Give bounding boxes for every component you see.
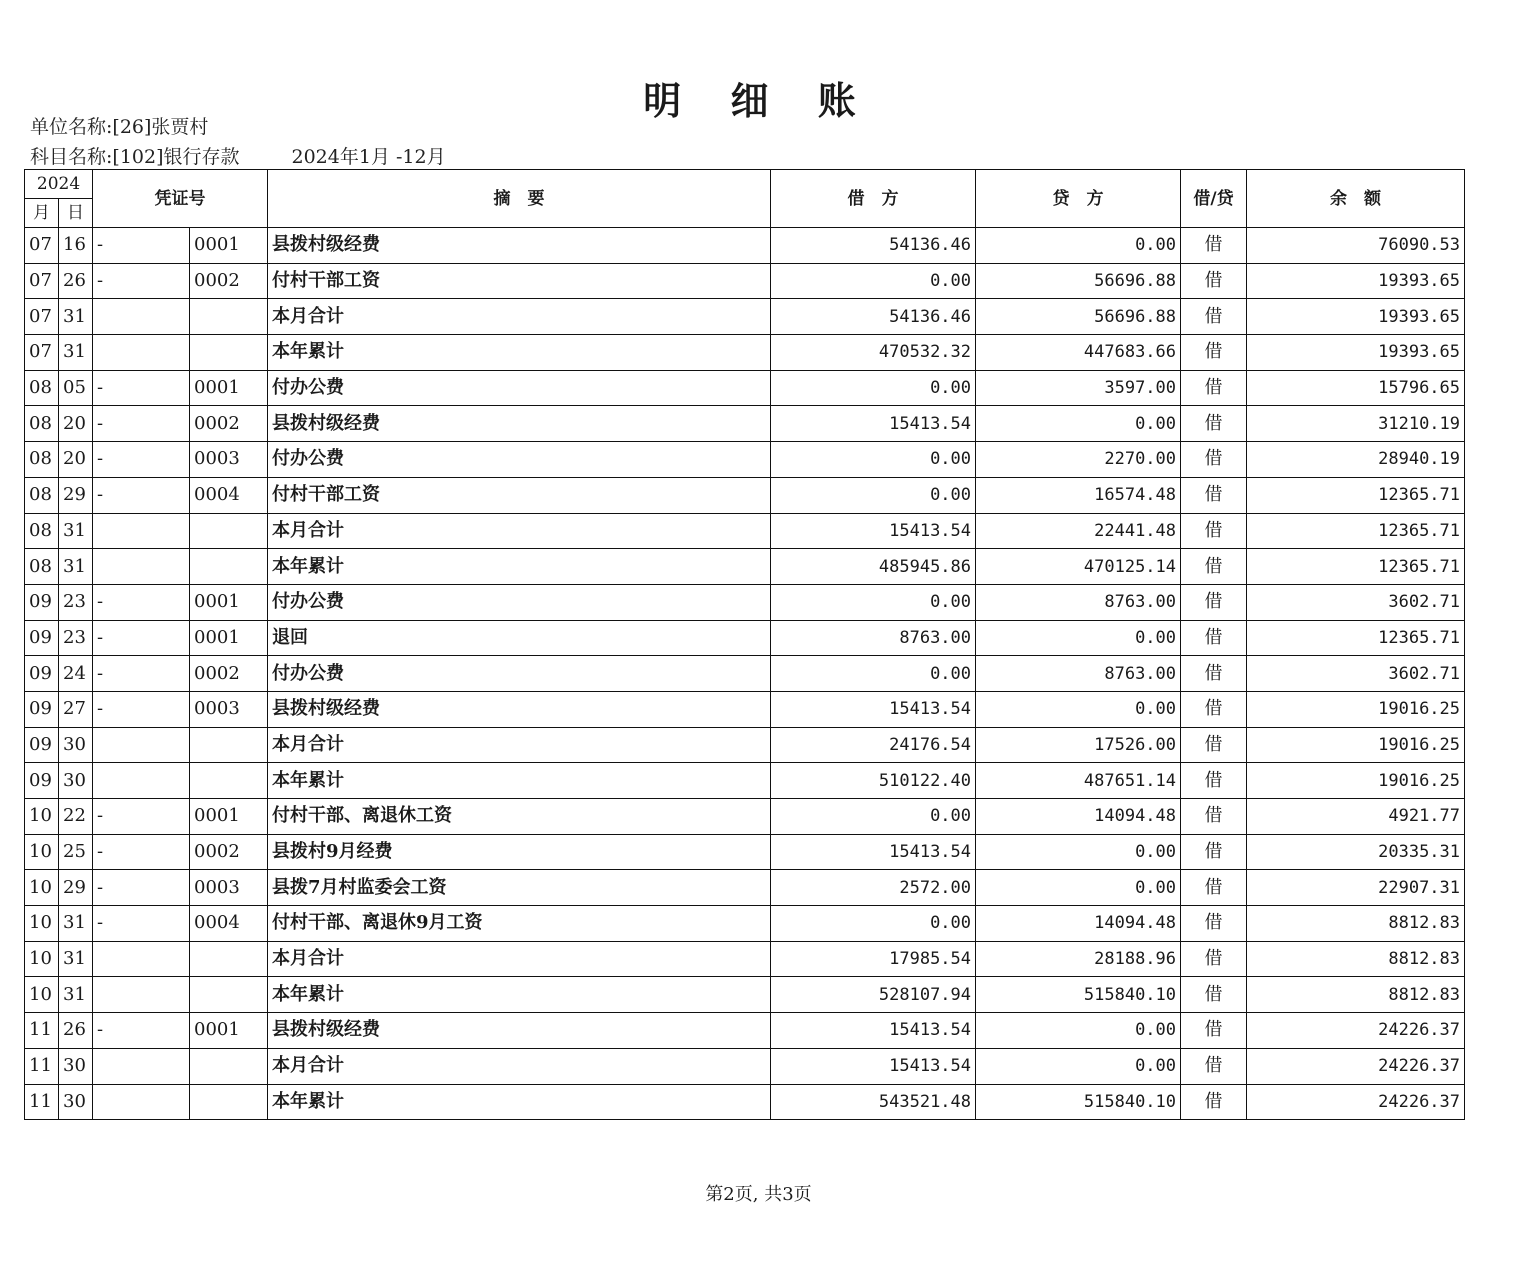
cell-month: 09	[25, 584, 59, 620]
table-row	[25, 656, 1465, 692]
cell-direction: 借	[1181, 1084, 1247, 1120]
cell-debit: 543521.48	[771, 1084, 976, 1120]
cell-credit: 8763.00	[976, 656, 1181, 692]
cell-voucher-no	[190, 1084, 268, 1120]
cell-month: 10	[25, 906, 59, 942]
cell-month: 10	[25, 870, 59, 906]
period: 2024年1月 -12月	[291, 146, 446, 168]
cell-summary: 付办公费	[268, 584, 771, 620]
cell-voucher-no: 0003	[190, 870, 268, 906]
table-row	[25, 549, 1465, 585]
table-row	[25, 228, 1465, 264]
cell-credit: 14094.48	[976, 906, 1181, 942]
cell-month: 08	[25, 513, 59, 549]
cell-day: 31	[59, 941, 93, 977]
cell-credit: 8763.00	[976, 584, 1181, 620]
unit-name-text: 单位名称:[26]张贾村	[30, 116, 209, 138]
cell-day: 31	[59, 977, 93, 1013]
cell-debit: 0.00	[771, 477, 976, 513]
cell-direction: 借	[1181, 406, 1247, 442]
cell-direction: 借	[1181, 1013, 1247, 1049]
cell-debit: 0.00	[771, 799, 976, 835]
cell-month: 11	[25, 1013, 59, 1049]
cell-voucher-type: -	[93, 870, 190, 906]
cell-summary: 付村干部工资	[268, 263, 771, 299]
cell-voucher-type	[93, 1084, 190, 1120]
cell-voucher-no: 0001	[190, 584, 268, 620]
cell-voucher-type: -	[93, 442, 190, 478]
cell-voucher-type: -	[93, 834, 190, 870]
cell-day: 30	[59, 727, 93, 763]
table-row	[25, 977, 1465, 1013]
cell-month: 10	[25, 941, 59, 977]
cell-direction: 借	[1181, 620, 1247, 656]
cell-direction: 借	[1181, 442, 1247, 478]
cell-summary: 县拨村9月经费	[268, 834, 771, 870]
cell-summary: 本月合计	[268, 299, 771, 335]
cell-day: 29	[59, 870, 93, 906]
cell-voucher-type: -	[93, 584, 190, 620]
cell-day: 27	[59, 691, 93, 727]
cell-voucher-type: -	[93, 1013, 190, 1049]
cell-voucher-no: 0001	[190, 228, 268, 264]
cell-summary: 付办公费	[268, 656, 771, 692]
cell-day: 20	[59, 406, 93, 442]
cell-summary: 本年累计	[268, 763, 771, 799]
cell-day: 31	[59, 299, 93, 335]
cell-month: 09	[25, 763, 59, 799]
cell-voucher-no: 0002	[190, 263, 268, 299]
cell-summary: 本年累计	[268, 335, 771, 371]
cell-day: 22	[59, 799, 93, 835]
cell-month: 09	[25, 727, 59, 763]
table-row	[25, 406, 1465, 442]
cell-voucher-type	[93, 763, 190, 799]
cell-debit: 15413.54	[771, 1048, 976, 1084]
header-summary: 摘 要	[268, 170, 771, 228]
cell-balance: 76090.53	[1247, 228, 1465, 264]
table-row	[25, 370, 1465, 406]
subject-name-text: 科目名称:[102]银行存款	[30, 146, 240, 168]
cell-voucher-type: -	[93, 263, 190, 299]
table-row	[25, 335, 1465, 371]
table-row	[25, 263, 1465, 299]
cell-voucher-type: -	[93, 656, 190, 692]
cell-voucher-no: 0002	[190, 406, 268, 442]
cell-voucher-type: -	[93, 228, 190, 264]
cell-voucher-no: 0003	[190, 442, 268, 478]
cell-month: 11	[25, 1084, 59, 1120]
unit-name	[30, 112, 208, 139]
cell-direction: 借	[1181, 656, 1247, 692]
cell-direction: 借	[1181, 691, 1247, 727]
cell-summary: 本月合计	[268, 513, 771, 549]
cell-balance: 12365.71	[1247, 477, 1465, 513]
cell-month: 09	[25, 620, 59, 656]
cell-voucher-type: -	[93, 906, 190, 942]
cell-balance: 8812.83	[1247, 941, 1465, 977]
cell-summary: 本月合计	[268, 941, 771, 977]
cell-voucher-type	[93, 941, 190, 977]
table-row	[25, 620, 1465, 656]
cell-summary: 本年累计	[268, 549, 771, 585]
cell-credit: 0.00	[976, 870, 1181, 906]
cell-voucher-no	[190, 727, 268, 763]
cell-direction: 借	[1181, 370, 1247, 406]
cell-month: 09	[25, 656, 59, 692]
table-row	[25, 442, 1465, 478]
cell-direction: 借	[1181, 513, 1247, 549]
cell-day: 31	[59, 906, 93, 942]
cell-debit: 0.00	[771, 263, 976, 299]
cell-voucher-no: 0001	[190, 799, 268, 835]
header-balance: 余 额	[1247, 170, 1465, 228]
cell-voucher-type: -	[93, 370, 190, 406]
cell-summary: 付办公费	[268, 370, 771, 406]
cell-direction: 借	[1181, 799, 1247, 835]
cell-balance: 19393.65	[1247, 335, 1465, 371]
cell-voucher-no: 0002	[190, 834, 268, 870]
cell-summary: 县拨村级经费	[268, 1013, 771, 1049]
header-credit: 贷 方	[976, 170, 1181, 228]
table-row	[25, 870, 1465, 906]
cell-month: 11	[25, 1048, 59, 1084]
cell-voucher-type	[93, 335, 190, 371]
cell-balance: 31210.19	[1247, 406, 1465, 442]
cell-balance: 8812.83	[1247, 906, 1465, 942]
table-row	[25, 1048, 1465, 1084]
cell-day: 05	[59, 370, 93, 406]
cell-credit: 470125.14	[976, 549, 1181, 585]
cell-debit: 54136.46	[771, 299, 976, 335]
cell-balance: 24226.37	[1247, 1013, 1465, 1049]
cell-month: 08	[25, 477, 59, 513]
cell-direction: 借	[1181, 584, 1247, 620]
cell-credit: 0.00	[976, 1048, 1181, 1084]
cell-credit: 22441.48	[976, 513, 1181, 549]
header-direction: 借/贷	[1181, 170, 1247, 228]
cell-debit: 2572.00	[771, 870, 976, 906]
subject-name	[30, 142, 446, 169]
cell-debit: 510122.40	[771, 763, 976, 799]
cell-debit: 24176.54	[771, 727, 976, 763]
table-row	[25, 1084, 1465, 1120]
cell-debit: 485945.86	[771, 549, 976, 585]
cell-day: 31	[59, 335, 93, 371]
cell-credit: 515840.10	[976, 977, 1181, 1013]
cell-day: 30	[59, 1048, 93, 1084]
cell-day: 30	[59, 1084, 93, 1120]
ledger-table	[24, 169, 1465, 1120]
cell-summary: 本年累计	[268, 977, 771, 1013]
cell-direction: 借	[1181, 263, 1247, 299]
cell-debit: 0.00	[771, 442, 976, 478]
header-voucher: 凭证号	[93, 170, 268, 228]
cell-debit: 0.00	[771, 370, 976, 406]
cell-summary: 本月合计	[268, 1048, 771, 1084]
cell-credit: 14094.48	[976, 799, 1181, 835]
cell-balance: 28940.19	[1247, 442, 1465, 478]
cell-voucher-no	[190, 513, 268, 549]
table-row	[25, 763, 1465, 799]
cell-balance: 24226.37	[1247, 1048, 1465, 1084]
cell-summary: 本月合计	[268, 727, 771, 763]
cell-month: 07	[25, 263, 59, 299]
table-row	[25, 691, 1465, 727]
table-row	[25, 834, 1465, 870]
cell-month: 10	[25, 977, 59, 1013]
cell-credit: 0.00	[976, 620, 1181, 656]
cell-voucher-no: 0003	[190, 691, 268, 727]
ledger-body	[25, 228, 1465, 1120]
page-title: 明 细 账	[643, 78, 874, 123]
cell-voucher-no: 0001	[190, 1013, 268, 1049]
cell-summary: 付办公费	[268, 442, 771, 478]
cell-balance: 3602.71	[1247, 656, 1465, 692]
cell-balance: 19016.25	[1247, 763, 1465, 799]
cell-voucher-type	[93, 727, 190, 763]
cell-balance: 22907.31	[1247, 870, 1465, 906]
cell-direction: 借	[1181, 477, 1247, 513]
cell-day: 16	[59, 228, 93, 264]
cell-balance: 19016.25	[1247, 691, 1465, 727]
cell-debit: 15413.54	[771, 691, 976, 727]
cell-credit: 487651.14	[976, 763, 1181, 799]
cell-month: 07	[25, 299, 59, 335]
header-month: 月	[25, 199, 59, 228]
cell-credit: 56696.88	[976, 263, 1181, 299]
cell-voucher-type	[93, 513, 190, 549]
cell-balance: 12365.71	[1247, 620, 1465, 656]
cell-direction: 借	[1181, 977, 1247, 1013]
cell-day: 23	[59, 620, 93, 656]
cell-voucher-no	[190, 1048, 268, 1084]
cell-voucher-no: 0002	[190, 656, 268, 692]
cell-voucher-type: -	[93, 799, 190, 835]
cell-debit: 15413.54	[771, 513, 976, 549]
cell-credit: 28188.96	[976, 941, 1181, 977]
cell-direction: 借	[1181, 549, 1247, 585]
cell-day: 31	[59, 513, 93, 549]
cell-credit: 515840.10	[976, 1084, 1181, 1120]
cell-direction: 借	[1181, 763, 1247, 799]
cell-credit: 0.00	[976, 834, 1181, 870]
cell-debit: 8763.00	[771, 620, 976, 656]
cell-day: 26	[59, 263, 93, 299]
table-row	[25, 584, 1465, 620]
cell-summary: 付村干部、离退休工资	[268, 799, 771, 835]
cell-debit: 528107.94	[771, 977, 976, 1013]
cell-day: 23	[59, 584, 93, 620]
cell-voucher-no: 0004	[190, 477, 268, 513]
cell-debit: 15413.54	[771, 406, 976, 442]
cell-summary: 付村干部工资	[268, 477, 771, 513]
table-row	[25, 906, 1465, 942]
cell-voucher-no	[190, 941, 268, 977]
cell-voucher-type: -	[93, 406, 190, 442]
cell-voucher-no	[190, 549, 268, 585]
cell-day: 29	[59, 477, 93, 513]
cell-credit: 3597.00	[976, 370, 1181, 406]
cell-balance: 19016.25	[1247, 727, 1465, 763]
cell-balance: 3602.71	[1247, 584, 1465, 620]
cell-day: 20	[59, 442, 93, 478]
cell-day: 30	[59, 763, 93, 799]
cell-balance: 19393.65	[1247, 263, 1465, 299]
cell-debit: 0.00	[771, 906, 976, 942]
cell-balance: 12365.71	[1247, 513, 1465, 549]
cell-direction: 借	[1181, 834, 1247, 870]
header-day: 日	[59, 199, 93, 228]
cell-month: 07	[25, 228, 59, 264]
cell-direction: 借	[1181, 941, 1247, 977]
cell-summary: 县拨村级经费	[268, 228, 771, 264]
cell-balance: 12365.71	[1247, 549, 1465, 585]
cell-voucher-type	[93, 977, 190, 1013]
cell-voucher-type	[93, 1048, 190, 1084]
cell-month: 10	[25, 834, 59, 870]
cell-voucher-no	[190, 335, 268, 371]
cell-credit: 56696.88	[976, 299, 1181, 335]
cell-voucher-no: 0001	[190, 370, 268, 406]
cell-month: 08	[25, 406, 59, 442]
cell-balance: 19393.65	[1247, 299, 1465, 335]
cell-balance: 20335.31	[1247, 834, 1465, 870]
cell-balance: 15796.65	[1247, 370, 1465, 406]
cell-credit: 2270.00	[976, 442, 1181, 478]
page-footer: 第2页, 共3页	[705, 1184, 812, 1205]
cell-voucher-type: -	[93, 691, 190, 727]
table-row	[25, 941, 1465, 977]
cell-day: 24	[59, 656, 93, 692]
cell-credit: 17526.00	[976, 727, 1181, 763]
cell-day: 26	[59, 1013, 93, 1049]
cell-month: 08	[25, 442, 59, 478]
cell-credit: 447683.66	[976, 335, 1181, 371]
cell-voucher-no	[190, 977, 268, 1013]
cell-direction: 借	[1181, 335, 1247, 371]
cell-voucher-no	[190, 763, 268, 799]
cell-credit: 0.00	[976, 1013, 1181, 1049]
header-year: 2024	[25, 170, 93, 199]
cell-direction: 借	[1181, 727, 1247, 763]
cell-credit: 0.00	[976, 228, 1181, 264]
table-row	[25, 299, 1465, 335]
table-row	[25, 799, 1465, 835]
cell-summary: 县拨村级经费	[268, 406, 771, 442]
header-debit: 借 方	[771, 170, 976, 228]
table-row	[25, 1013, 1465, 1049]
cell-direction: 借	[1181, 228, 1247, 264]
cell-direction: 借	[1181, 1048, 1247, 1084]
cell-month: 08	[25, 549, 59, 585]
cell-direction: 借	[1181, 299, 1247, 335]
cell-summary: 本年累计	[268, 1084, 771, 1120]
cell-summary: 付村干部、离退休9月工资	[268, 906, 771, 942]
cell-voucher-no: 0004	[190, 906, 268, 942]
cell-balance: 24226.37	[1247, 1084, 1465, 1120]
cell-voucher-type: -	[93, 620, 190, 656]
cell-debit: 54136.46	[771, 228, 976, 264]
cell-credit: 0.00	[976, 406, 1181, 442]
cell-direction: 借	[1181, 906, 1247, 942]
cell-voucher-type	[93, 549, 190, 585]
cell-month: 09	[25, 691, 59, 727]
cell-summary: 县拨村级经费	[268, 691, 771, 727]
cell-month: 10	[25, 799, 59, 835]
cell-debit: 15413.54	[771, 1013, 976, 1049]
cell-summary: 县拨7月村监委会工资	[268, 870, 771, 906]
cell-balance: 4921.77	[1247, 799, 1465, 835]
table-row	[25, 477, 1465, 513]
cell-day: 31	[59, 549, 93, 585]
table-row	[25, 727, 1465, 763]
cell-debit: 0.00	[771, 656, 976, 692]
cell-balance: 8812.83	[1247, 977, 1465, 1013]
cell-summary: 退回	[268, 620, 771, 656]
table-row	[25, 513, 1465, 549]
cell-voucher-type: -	[93, 477, 190, 513]
cell-voucher-type	[93, 299, 190, 335]
cell-month: 08	[25, 370, 59, 406]
cell-direction: 借	[1181, 870, 1247, 906]
cell-debit: 17985.54	[771, 941, 976, 977]
cell-month: 07	[25, 335, 59, 371]
cell-voucher-no	[190, 299, 268, 335]
cell-day: 25	[59, 834, 93, 870]
cell-debit: 15413.54	[771, 834, 976, 870]
cell-credit: 16574.48	[976, 477, 1181, 513]
cell-debit: 470532.32	[771, 335, 976, 371]
cell-credit: 0.00	[976, 691, 1181, 727]
cell-voucher-no: 0001	[190, 620, 268, 656]
cell-debit: 0.00	[771, 584, 976, 620]
